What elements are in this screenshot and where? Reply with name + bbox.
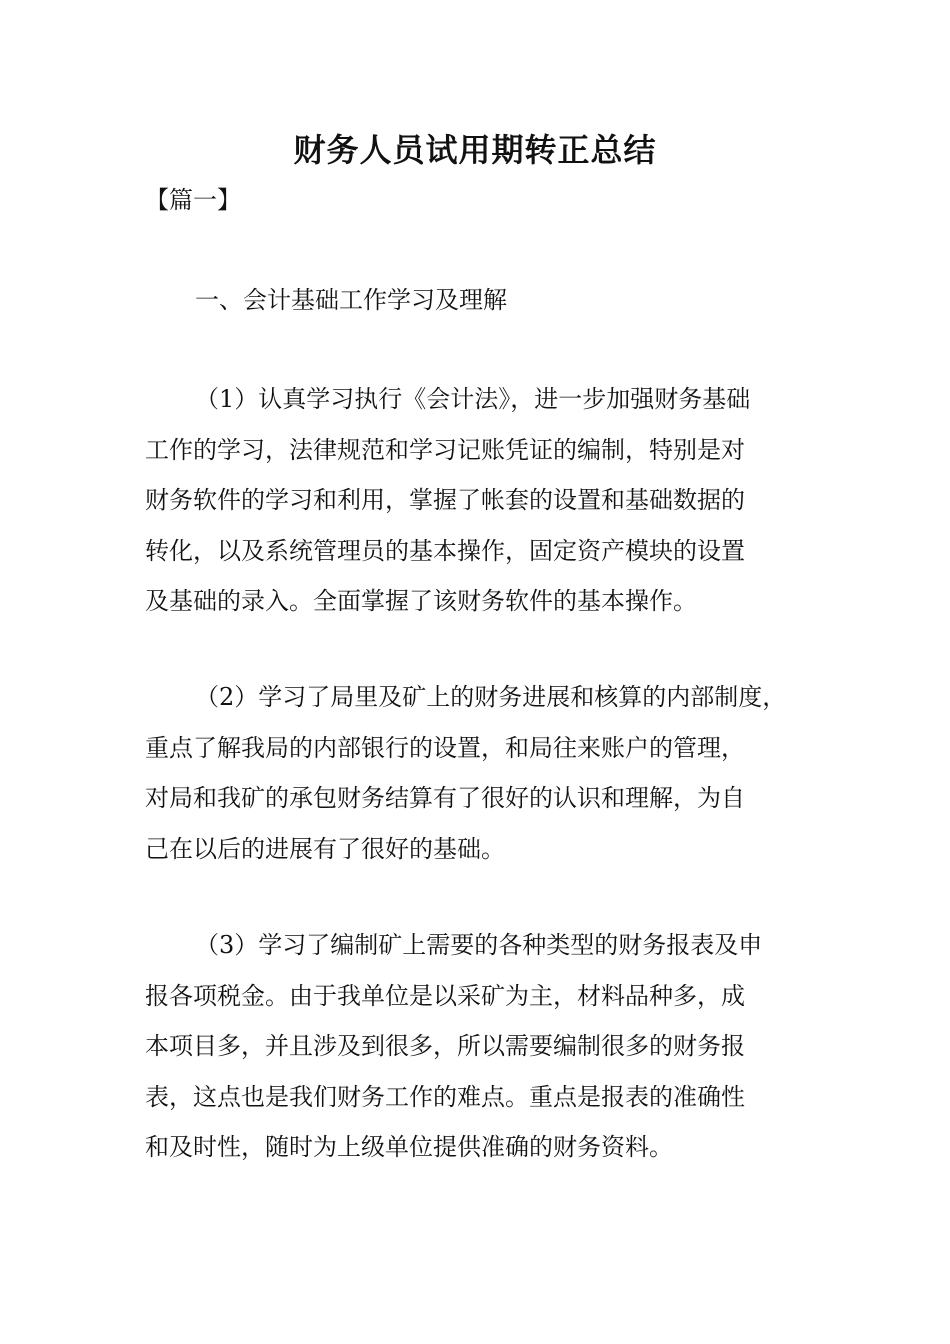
section-label: 【篇一】 <box>145 186 241 214</box>
paragraph-1 <box>145 374 835 627</box>
document-title: 财务人员试用期转正总结 <box>293 131 657 169</box>
paragraph-line: 己在以后的进展有了很好的基础。 <box>145 834 505 863</box>
paragraph-line: 和及时性，随时为上级单位提供准确的财务资料。 <box>145 1133 673 1161</box>
paragraph-line: 重点了解我局的内部银行的设置，和局往来账户的管理， <box>145 733 745 762</box>
paragraph-line: （2）学习了局里及矿上的财务进展和核算的内部制度， <box>195 683 787 711</box>
paragraph-line: （3）学习了编制矿上需要的各种类型的财务报表及申 <box>195 931 763 959</box>
paragraph-2 <box>145 672 835 874</box>
paragraph-line: 对局和我矿的承包财务结算有了很好的认识和理解，为自 <box>145 784 745 812</box>
paragraph-line: 及基础的录入。全面掌握了该财务软件的基本操作。 <box>145 587 697 615</box>
section-heading: 一、会计基础工作学习及理解 <box>195 286 507 314</box>
paragraph-line: （1）认真学习执行《会计法》，进一步加强财务基础 <box>195 385 751 413</box>
paragraph-line: 本项目多，并且涉及到很多，所以需要编制很多的财务报 <box>145 1032 745 1060</box>
paragraph-line: 财务软件的学习和利用，掌握了帐套的设置和基础数据的 <box>145 486 745 514</box>
paragraph-3 <box>145 920 835 1173</box>
paragraph-line: 转化，以及系统管理员的基本操作，固定资产模块的设置 <box>145 536 745 565</box>
paragraph-line: 工作的学习，法律规范和学习记账凭证的编制，特别是对 <box>145 435 745 464</box>
paragraph-line: 报各项税金。由于我单位是以采矿为主，材料品种多，成 <box>145 981 745 1010</box>
paragraph-line: 表，这点也是我们财务工作的难点。重点是报表的准确性 <box>145 1082 745 1111</box>
